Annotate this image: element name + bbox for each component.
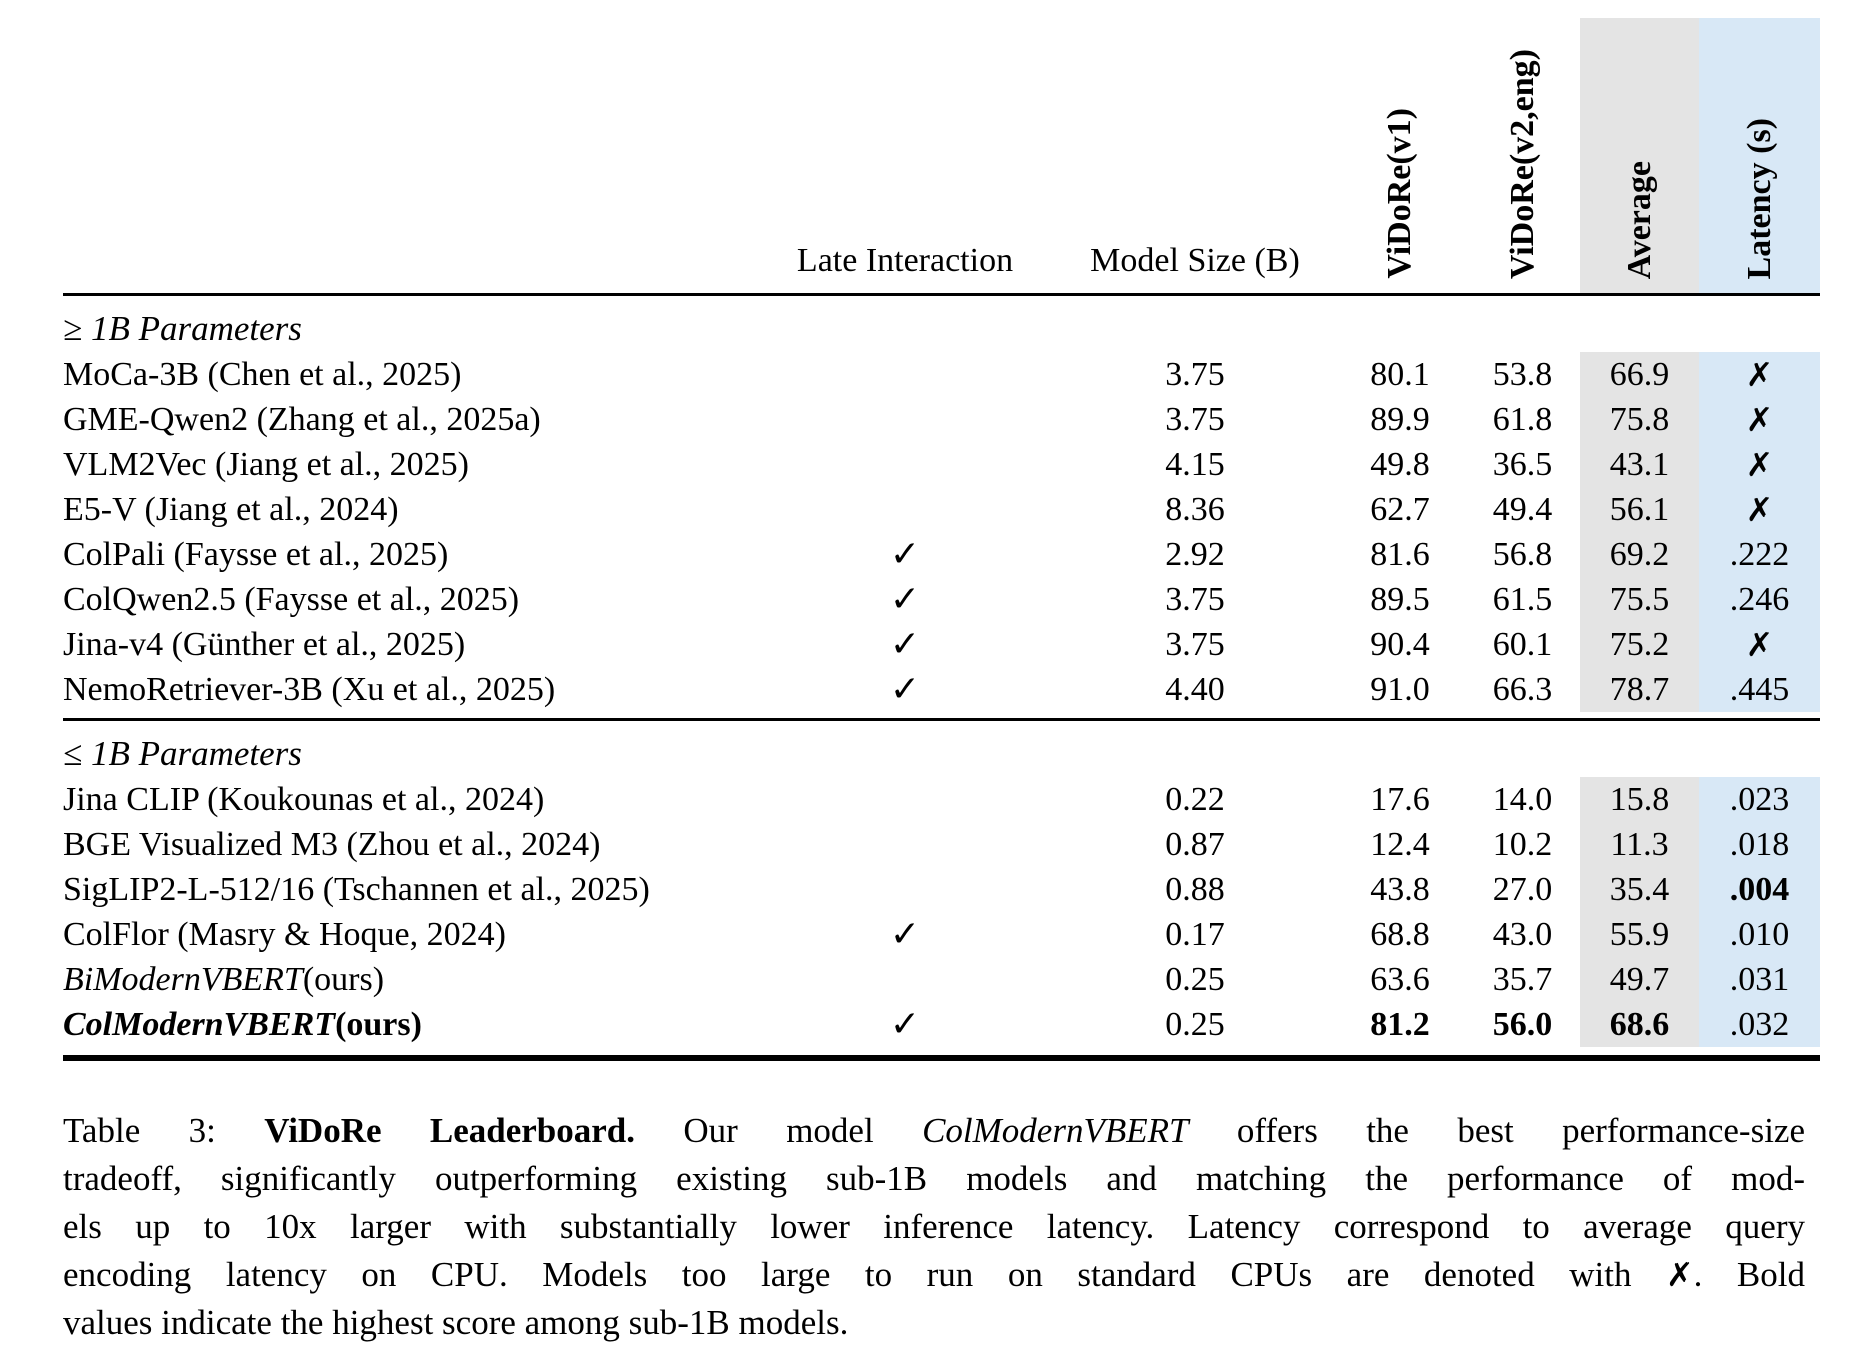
cell-model-size: 0.87 (1165, 825, 1225, 863)
table-row (63, 487, 1820, 532)
cross-icon: ✗ (1745, 355, 1774, 394)
cell-late-interaction (755, 1002, 1055, 1047)
cell-model-size: 3.75 (1165, 580, 1225, 618)
cell-model (63, 957, 755, 1002)
section-header-row (63, 721, 1820, 777)
cell-late-interaction (755, 352, 1055, 397)
caption-line (63, 1299, 1805, 1347)
table-body (63, 296, 1820, 1055)
text-segment: ViDoRe Leaderboard. (264, 1111, 636, 1150)
cell-vidore-v2: 27.0 (1492, 870, 1553, 908)
cell-model-size: 0.25 (1165, 960, 1225, 998)
cell-vidore-v1: 49.8 (1370, 445, 1430, 483)
cell-latency: .023 (1699, 777, 1820, 822)
caption-line (63, 1251, 1805, 1299)
cell-late-interaction (755, 487, 1055, 532)
cell-model (63, 622, 755, 667)
header-model-size (1055, 18, 1335, 293)
cell-latency: .032 (1699, 1002, 1820, 1047)
cell-vidore-v1: 89.5 (1370, 580, 1430, 618)
cell-model-size: 0.17 (1165, 915, 1225, 953)
cell-average: 75.8 (1580, 397, 1699, 442)
cell-model-size: 2.92 (1165, 535, 1225, 573)
cell-model (63, 1002, 755, 1047)
table-caption (63, 1107, 1805, 1347)
cell-average: 49.7 (1580, 957, 1699, 1002)
cell-vidore-v2: 61.5 (1492, 580, 1553, 618)
text-segment: tradeoff, significantly outperforming existing sub-1B models and matching the performance of mod- (63, 1159, 1805, 1198)
cell-vidore-v1: 68.8 (1370, 915, 1430, 953)
cell-vidore-v1: 81.6 (1370, 535, 1430, 573)
caption-line (63, 1203, 1805, 1251)
cell-model (63, 912, 755, 957)
text-segment: Jina CLIP (Koukounas et al., 2024) (63, 780, 545, 818)
figure-content (63, 0, 1820, 1347)
header-latency-label: Latency (s) (1740, 117, 1778, 279)
table-row (63, 1002, 1820, 1047)
cell-vidore-v1: 12.4 (1370, 825, 1430, 863)
cross-icon: ✗ (1745, 625, 1774, 664)
section-header-label: ≤ 1B Parameters (63, 734, 302, 773)
cell-late-interaction (755, 867, 1055, 912)
cell-vidore-v1: 89.9 (1370, 400, 1430, 438)
text-segment: . Bold (1693, 1255, 1805, 1294)
table-row (63, 532, 1820, 577)
text-segment: (ours) (335, 1005, 422, 1043)
cell-vidore-v1: 90.4 (1370, 625, 1430, 663)
cell-vidore-v2: 56.0 (1492, 1005, 1553, 1043)
cell-model-size: 0.88 (1165, 870, 1225, 908)
cell-model-size: 3.75 (1165, 400, 1225, 438)
cell-vidore-v2: 43.0 (1492, 915, 1553, 953)
cell-late-interaction (755, 532, 1055, 577)
cell-late-interaction (755, 667, 1055, 712)
cell-latency (1699, 487, 1820, 532)
cross-icon: ✗ (1745, 445, 1774, 484)
text-segment: MoCa-3B (Chen et al., 2025) (63, 355, 462, 393)
text-segment: els up to 10x larger with substantially lower inference latency. Latency correspond to average query (63, 1207, 1805, 1246)
cell-average: 75.2 (1580, 622, 1699, 667)
header-average (1580, 18, 1699, 293)
cell-model (63, 667, 755, 712)
table-row (63, 822, 1820, 867)
cell-late-interaction (755, 957, 1055, 1002)
cell-vidore-v1: 63.6 (1370, 960, 1430, 998)
cell-vidore-v2: 61.8 (1492, 400, 1553, 438)
checkmark-icon: ✓ (889, 913, 921, 955)
cross-icon: ✗ (1745, 490, 1774, 529)
cell-vidore-v1: 17.6 (1370, 780, 1430, 818)
cell-vidore-v1: 81.2 (1370, 1005, 1430, 1043)
cell-vidore-v2: 14.0 (1492, 780, 1553, 818)
cell-vidore-v2: 66.3 (1492, 670, 1553, 708)
bottom-gap (63, 1047, 1820, 1055)
text-segment: E5-V (Jiang et al., 2024) (63, 490, 399, 528)
cell-latency: .031 (1699, 957, 1820, 1002)
cell-late-interaction (755, 622, 1055, 667)
cell-model-size: 3.75 (1165, 355, 1225, 393)
cell-latency: .010 (1699, 912, 1820, 957)
text-segment: ColModernVBERT (63, 1005, 336, 1043)
cell-vidore-v2: 36.5 (1492, 445, 1553, 483)
cell-average: 78.7 (1580, 667, 1699, 712)
cell-late-interaction (755, 822, 1055, 867)
cell-vidore-v1: 80.1 (1370, 355, 1430, 393)
cell-late-interaction (755, 777, 1055, 822)
cell-vidore-v1: 91.0 (1370, 670, 1430, 708)
header-latency (1699, 18, 1820, 293)
cell-model-size: 8.36 (1165, 490, 1225, 528)
cell-late-interaction (755, 577, 1055, 622)
cell-latency (1699, 397, 1820, 442)
cell-average: 43.1 (1580, 442, 1699, 487)
text-segment: Jina-v4 (Günther et al., 2025) (63, 625, 466, 663)
table-row (63, 912, 1820, 957)
header-average-label: Average (1620, 160, 1658, 279)
vidore-leaderboard-table (63, 0, 1820, 1061)
cell-vidore-v2: 35.7 (1492, 960, 1553, 998)
table-row (63, 867, 1820, 912)
cell-latency: .018 (1699, 822, 1820, 867)
cell-model (63, 487, 755, 532)
cell-model (63, 352, 755, 397)
cell-average: 56.1 (1580, 487, 1699, 532)
cross-icon: ✗ (1745, 400, 1774, 439)
text-segment: GME-Qwen2 (Zhang et al., 2025a) (63, 400, 541, 438)
cell-latency: .445 (1699, 667, 1820, 712)
checkmark-icon: ✓ (889, 623, 921, 665)
text-segment: VLM2Vec (Jiang et al., 2025) (63, 445, 470, 483)
cell-vidore-v2: 10.2 (1492, 825, 1553, 863)
text-segment: Our model (635, 1111, 923, 1150)
cell-average: 55.9 (1580, 912, 1699, 957)
text-segment: Table 3: (63, 1111, 265, 1150)
table-row (63, 442, 1820, 487)
table-row (63, 957, 1820, 1002)
text-segment: (ours) (302, 960, 385, 998)
header-vidore-v1 (1335, 18, 1465, 293)
cell-model-size: 0.25 (1165, 1005, 1225, 1043)
cell-average: 11.3 (1580, 822, 1699, 867)
header-model (63, 18, 755, 293)
caption-line (63, 1155, 1805, 1203)
cell-vidore-v1: 62.7 (1370, 490, 1430, 528)
cell-late-interaction (755, 442, 1055, 487)
table-bottom-rule (63, 1055, 1820, 1061)
table-row (63, 577, 1820, 622)
cell-average: 68.6 (1580, 1002, 1699, 1047)
cell-vidore-v2: 53.8 (1492, 355, 1553, 393)
checkmark-icon: ✓ (889, 533, 921, 575)
text-segment: BiModernVBERT (63, 960, 303, 998)
cell-vidore-v2: 60.1 (1492, 625, 1553, 663)
text-segment: offers the best performance-size (1188, 1111, 1805, 1150)
section-header-label: ≥ 1B Parameters (63, 309, 302, 348)
cell-model-size: 3.75 (1165, 625, 1225, 663)
cell-model (63, 532, 755, 577)
cell-model (63, 867, 755, 912)
text-segment: ✗ (1666, 1255, 1694, 1294)
cell-model (63, 822, 755, 867)
cell-average: 35.4 (1580, 867, 1699, 912)
cell-latency: .222 (1699, 532, 1820, 577)
checkmark-icon: ✓ (889, 668, 921, 710)
cell-vidore-v2: 49.4 (1492, 490, 1553, 528)
header-late-interaction (755, 18, 1055, 293)
cell-latency: .246 (1699, 577, 1820, 622)
table-row (63, 397, 1820, 442)
cell-vidore-v2: 56.8 (1492, 535, 1553, 573)
header-late-interaction-label: Late Interaction (796, 242, 1014, 280)
cell-average: 75.5 (1580, 577, 1699, 622)
table-row (63, 622, 1820, 667)
cell-vidore-v1: 43.8 (1370, 870, 1430, 908)
text-segment: encoding latency on CPU. Models too large to run on standard CPUs are denoted with (63, 1255, 1666, 1294)
cell-model (63, 577, 755, 622)
table-row (63, 667, 1820, 712)
section-header-row (63, 296, 1820, 352)
table-header-row (63, 18, 1820, 293)
cell-latency (1699, 442, 1820, 487)
cell-model (63, 777, 755, 822)
cell-latency: .004 (1699, 867, 1820, 912)
text-segment: ColModernVBERT (922, 1111, 1189, 1150)
header-vidore-v2-label: ViDoRe(v2,eng) (1503, 48, 1541, 279)
cell-model (63, 397, 755, 442)
header-model-size-label: Model Size (B) (1090, 242, 1300, 280)
cell-model-size: 0.22 (1165, 780, 1225, 818)
caption-line (63, 1107, 1805, 1155)
table-row (63, 352, 1820, 397)
header-vidore-v1-label: ViDoRe(v1) (1381, 108, 1419, 279)
cell-late-interaction (755, 397, 1055, 442)
header-vidore-v2 (1465, 18, 1580, 293)
cell-late-interaction (755, 912, 1055, 957)
table-row (63, 777, 1820, 822)
text-segment: ColQwen2.5 (Faysse et al., 2025) (63, 580, 520, 618)
cell-model (63, 442, 755, 487)
cell-average: 15.8 (1580, 777, 1699, 822)
cell-latency (1699, 352, 1820, 397)
text-segment: ColFlor (Masry & Hoque, 2024) (63, 915, 506, 953)
checkmark-icon: ✓ (889, 1003, 921, 1045)
cell-average: 66.9 (1580, 352, 1699, 397)
text-segment: ColPali (Faysse et al., 2025) (63, 535, 449, 573)
text-segment: values indicate the highest score among sub-1B models. (63, 1303, 849, 1342)
cell-model-size: 4.40 (1165, 670, 1225, 708)
text-segment: BGE Visualized M3 (Zhou et al., 2024) (63, 825, 601, 863)
text-segment: SigLIP2-L-512/16 (Tschannen et al., 2025) (63, 870, 650, 908)
text-segment: NemoRetriever-3B (Xu et al., 2025) (63, 670, 556, 708)
cell-latency (1699, 622, 1820, 667)
checkmark-icon: ✓ (889, 578, 921, 620)
cell-model-size: 4.15 (1165, 445, 1225, 483)
cell-average: 69.2 (1580, 532, 1699, 577)
